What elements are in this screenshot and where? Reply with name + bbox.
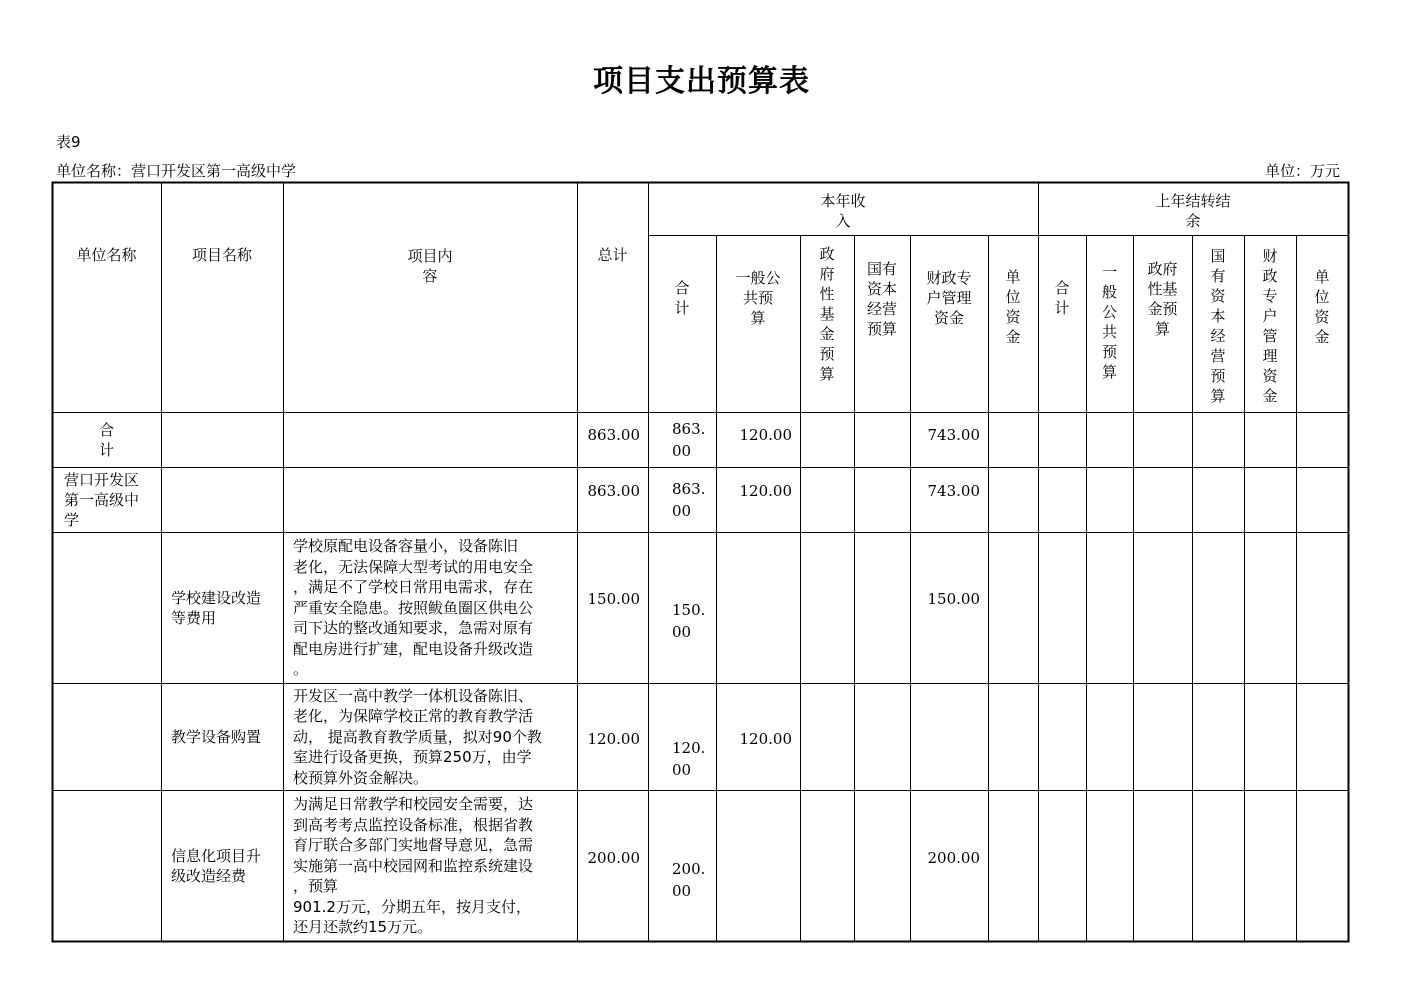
header-prev-unit-fund: 单 位 资 金 — [1314, 268, 1330, 346]
row-project-fiscal-special: 200.00 — [927, 848, 980, 867]
header-cur-subtotal: 合 计 — [674, 279, 690, 317]
header-carryover: 上年结转结 余 — [1155, 192, 1231, 230]
row-project-content: 为满足日常教学和校园安全需要，达 到高考考点监控设备标准，根据省教 育厅联合多部门实地督导意见，急需 实施第一高中校园网和监控系统建设 ，预算 901.2万元，分期五年，按月支付， 还月还款约15万元。 — [293, 795, 534, 937]
row-project-total: 120.00 — [587, 729, 640, 748]
row-total-fiscal-special: 743.00 — [927, 425, 980, 444]
row-project-name: 教学设备购置 — [171, 728, 262, 746]
row-total-general: 120.00 — [739, 425, 792, 444]
header-prev-subtotal: 合 计 — [1054, 279, 1070, 317]
row-unit-fiscal-special: 743.00 — [927, 481, 980, 500]
header-cur-unit-fund: 单 位 资 金 — [1005, 268, 1021, 346]
header-cur-state-capital: 国有 资本 经营 预算 — [866, 260, 897, 338]
row-project-content: 学校原配电设备容量小，设备陈旧 老化，无法保障大型考试的用电安全 ，满足不了学校日常用电需求，存在 严重安全隐患。按照鲅鱼圈区供电公 司下达的整改通知要求，急需对原有 配电房进行扩建，配电设备升级改造 。 — [293, 537, 534, 679]
row-project-content: 开发区一高中教学一体机设备陈旧、 老化，为保障学校正常的教育教学活 动， 提高教育教学质量，拟对90个教 室进行设备更换，预算250万，由学 校预算外资金解决。 — [293, 686, 542, 787]
row-project-subtotal: 120. 00 — [672, 739, 706, 779]
header-prev-state-capital: 国 有 资 本 经 营 预 算 — [1210, 247, 1226, 405]
row-unit-general: 120.00 — [739, 481, 792, 500]
row-unit-name: 营口开发区 第一高级中 学 — [64, 471, 140, 529]
row-total-total: 863.00 — [587, 425, 640, 444]
row-project-name: 信息化项目升 级改造经费 — [171, 847, 262, 885]
row-project-fiscal-special: 150.00 — [927, 590, 980, 608]
unit-label: 单位：万元 — [1265, 162, 1341, 180]
header-unit-name: 单位名称 — [76, 246, 137, 264]
row-project-total: 150.00 — [587, 590, 640, 608]
header-project-content: 项目内 容 — [407, 247, 453, 285]
header-project-name: 项目名称 — [191, 246, 252, 264]
row-project-name: 学校建设改造 等费用 — [171, 589, 262, 627]
header-cur-gov-fund: 政 府 性 基 金 预 算 — [819, 245, 835, 383]
header-prev-fiscal-special: 财 政 专 户 管 理 资 金 — [1262, 247, 1278, 405]
row-project-subtotal: 200. 00 — [672, 860, 706, 900]
row-project-subtotal: 150. 00 — [672, 601, 706, 641]
header-current-income: 本年收 入 — [820, 192, 866, 230]
row-total-subtotal: 863. 00 — [672, 420, 706, 460]
row-unit-subtotal: 863. 00 — [672, 480, 706, 520]
header-total: 总计 — [597, 246, 628, 264]
row-total-unit: 合 计 — [98, 421, 114, 459]
header-cur-general: 一般公 共预 算 — [735, 269, 781, 327]
header-prev-general: 一 般 公 共 预 算 — [1101, 263, 1117, 381]
row-project-total: 200.00 — [587, 848, 640, 867]
table-number: 表9 — [56, 133, 81, 151]
row-unit-total: 863.00 — [587, 481, 640, 500]
header-prev-gov-fund: 政府 性基 金预 算 — [1147, 260, 1178, 338]
page-title: 项目支出预算表 — [593, 64, 810, 99]
row-project-general: 120.00 — [739, 729, 792, 748]
unit-name-label: 单位名称：营口开发区第一高级中学 — [56, 162, 297, 180]
header-cur-fiscal-special: 财政专 户管理 资金 — [926, 269, 972, 327]
